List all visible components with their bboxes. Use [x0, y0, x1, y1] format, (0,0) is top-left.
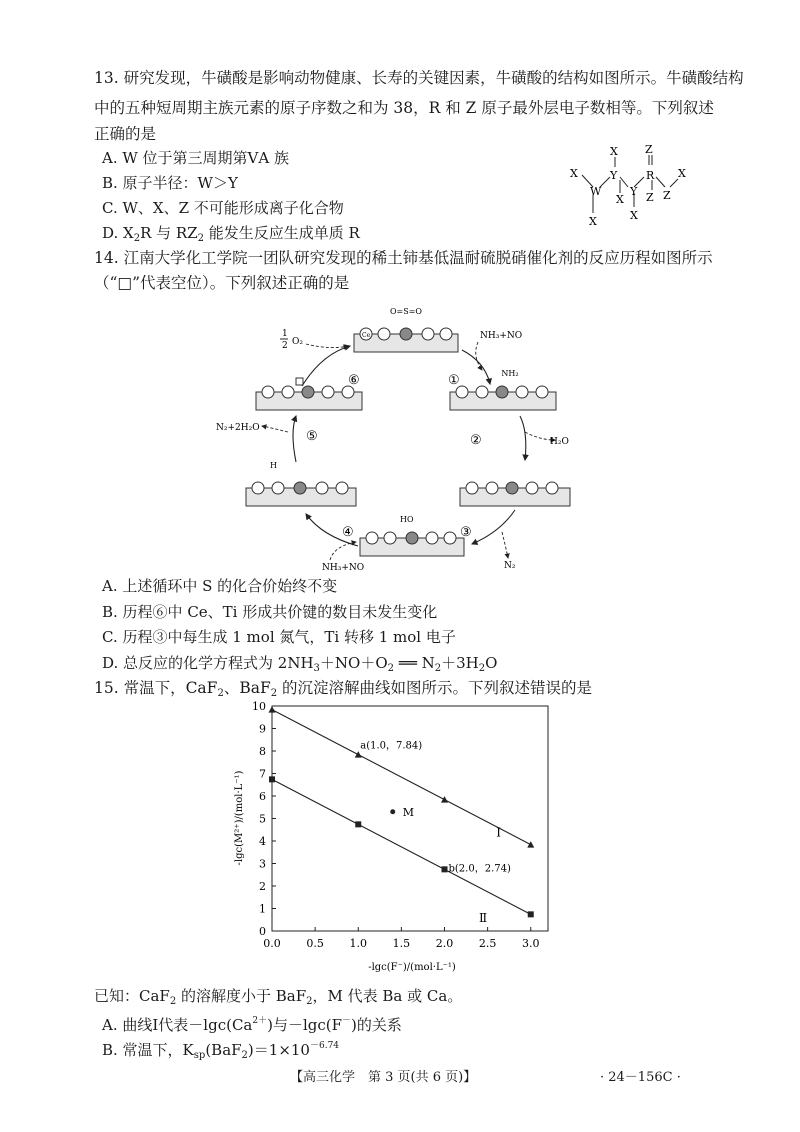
svg-text:NH₂: NH₂: [501, 369, 519, 378]
q14-option-d: D. 总反应的化学方程式为 $2NH_3+NO+O_2$ ══ $N_2+3H_2O$: [102, 654, 498, 674]
series-2-point: [355, 821, 361, 827]
y-tick-label: 0: [259, 925, 266, 938]
step-2: ②: [470, 433, 482, 448]
nh3-no-bottom-label: NH₃+NO: [322, 563, 365, 573]
annotation-b: b(2.0，2.74): [448, 863, 511, 875]
q15-option-a: A. 曲线Ⅰ代表$-\lg c(Ca^{2+})$与－lgc(F－)的关系: [102, 1016, 402, 1034]
series-label-1: Ⅰ: [496, 825, 501, 840]
q15-option-b: B. 常温下，$K_{sp}(BaF_2)=1\times 10^{-6.74}$: [102, 1041, 340, 1061]
footer-code: · 24－156C ·: [600, 1070, 681, 1085]
q13-option-a: A. W 位于第三周期第ⅤA 族: [102, 149, 289, 167]
catalyst-slab-top: [354, 307, 458, 352]
h2o-label: H₂O: [550, 437, 569, 447]
step-5: ⑤: [306, 429, 318, 444]
struct-x2: X: [589, 215, 597, 228]
catalyst-slab-right-upper: [450, 369, 556, 410]
struct-z3: Z: [663, 189, 671, 202]
y-tick-label: 2: [259, 880, 266, 893]
struct-r: R: [646, 169, 655, 182]
q15-solubility-chart: [222, 698, 562, 980]
y-axis-label: -lgc(M²⁺)/(mol·L⁻¹): [234, 770, 245, 866]
point-m: [390, 809, 395, 814]
q15-note: 已知：CaF$_2$ 的溶解度小于 BaF$_2$，M 代表 Ba 或 Ca。: [94, 987, 463, 1007]
y-tick-label: 7: [259, 767, 266, 781]
svg-text:O=S=O: O=S=O: [389, 307, 423, 316]
nh3-no-top-label: NH₃+NO: [480, 331, 523, 341]
q14-stem-line1: 14. 江南大学化工学院一团队研究发现的稀土铈基低温耐硫脱硝催化剂的反应历程如图所示: [94, 249, 713, 267]
half-numerator: 1: [282, 329, 288, 339]
catalyst-slab-right-lower: [460, 482, 570, 506]
struct-y1: Y: [610, 169, 618, 182]
y-tick-label: 8: [259, 745, 266, 758]
q14-reaction-cycle-diagram: [210, 292, 590, 574]
q13-structure-diagram: [560, 135, 710, 235]
y-tick-label: 3: [259, 857, 266, 871]
q14-option-a: A. 上述循环中 S 的化合价始终不变: [102, 577, 338, 595]
q14-option-b: B. 历程⑥中 Ce、Ti 形成共价键的数目未发生变化: [102, 603, 438, 621]
half-denominator: 2: [282, 341, 288, 351]
x-tick-label: 0.0: [263, 937, 281, 950]
n2-2h2o-label: N₂+2H₂O: [216, 423, 260, 433]
x-tick-label: 0.5: [306, 937, 324, 950]
y-tick-label: 5: [259, 812, 266, 826]
q15-stem: 15. 常温下，CaF$_2$、BaF$_2$ 的沉淀溶解曲线如图所示。下列叙述错误的是: [94, 679, 593, 699]
x-axis-label: -lgc(F⁻)/(mol·L⁻¹): [368, 962, 456, 973]
q13-option-d: D. $X_2R$ 与 $RZ_2$ 能发生反应生成单质 R: [102, 224, 360, 244]
x-tick-label: 2.5: [478, 937, 497, 950]
ce-label: Ce: [362, 332, 371, 339]
y-tick-label: 4: [259, 835, 266, 848]
q13-stem-line2: 中的五种短周期主族元素的原子序数之和为 38，R 和 Z 原子最外层电子数相等。下列叙述: [94, 99, 714, 117]
series-label-2: Ⅱ: [479, 911, 488, 925]
series-2-point: [269, 776, 275, 782]
series-line-2: [272, 779, 531, 914]
catalyst-slab-left-upper: [256, 378, 362, 410]
step-3: ③: [460, 525, 472, 540]
struct-z1: Z: [645, 143, 653, 156]
struct-w: W: [590, 185, 602, 198]
series-line-1: [272, 710, 531, 845]
y-tick-label: 6: [259, 790, 266, 803]
struct-x5: X: [630, 209, 638, 222]
series-2-point: [442, 866, 448, 872]
q13-option-b: B. 原子半径：W＞Y: [102, 174, 238, 192]
catalyst-slab-left-lower: [246, 461, 356, 506]
footer-title: 【高三化学 第 3 页(共 6 页)】: [290, 1070, 477, 1085]
x-tick-label: 1.0: [349, 937, 367, 950]
svg-text:HO: HO: [400, 515, 414, 524]
x-tick-label: 1.5: [392, 937, 411, 950]
q14-option-c: C. 历程③中每生成 1 mol 氮气，Ti 转移 1 mol 电子: [102, 628, 456, 646]
series-2-point: [528, 911, 534, 917]
y-tick-label: 9: [259, 722, 266, 736]
x-tick-label: 3.0: [522, 937, 540, 950]
q13-option-c: C. W、X、Z 不可能形成离子化合物: [102, 199, 344, 217]
struct-x3: X: [610, 145, 618, 158]
catalyst-slab-bottom: [360, 515, 464, 556]
step-4: ④: [342, 525, 354, 540]
step-1: ①: [448, 373, 460, 388]
o2-label: O₂: [292, 337, 303, 347]
series-1-point: [269, 706, 276, 713]
series-1-point: [527, 841, 534, 848]
x-tick-label: 2.0: [435, 937, 454, 950]
struct-x1: X: [570, 167, 578, 180]
svg-text:H: H: [270, 461, 277, 470]
q13-stem-line1: 13. 研究发现，牛磺酸是影响动物健康、长寿的关键因素，牛磺酸的结构如图所示。牛磺酸结构: [94, 69, 744, 87]
q13-stem-line3: 正确的是: [94, 125, 157, 143]
step-6: ⑥: [348, 373, 360, 388]
struct-y2: Y: [630, 185, 638, 198]
q14-stem-line2: （“□”代表空位）。下列叙述正确的是: [94, 274, 350, 292]
struct-x6: X: [678, 167, 686, 180]
point-m-label: M: [402, 805, 415, 819]
y-tick-label: 10: [252, 700, 266, 713]
annotation-a: a(1.0，7.84): [360, 740, 423, 752]
series-1-point: [355, 751, 362, 758]
struct-z2: Z: [646, 191, 654, 204]
series-1-point: [441, 796, 448, 803]
struct-x4: X: [616, 193, 624, 206]
y-tick-label: 1: [259, 902, 266, 916]
n2-label: N₂: [504, 561, 516, 571]
